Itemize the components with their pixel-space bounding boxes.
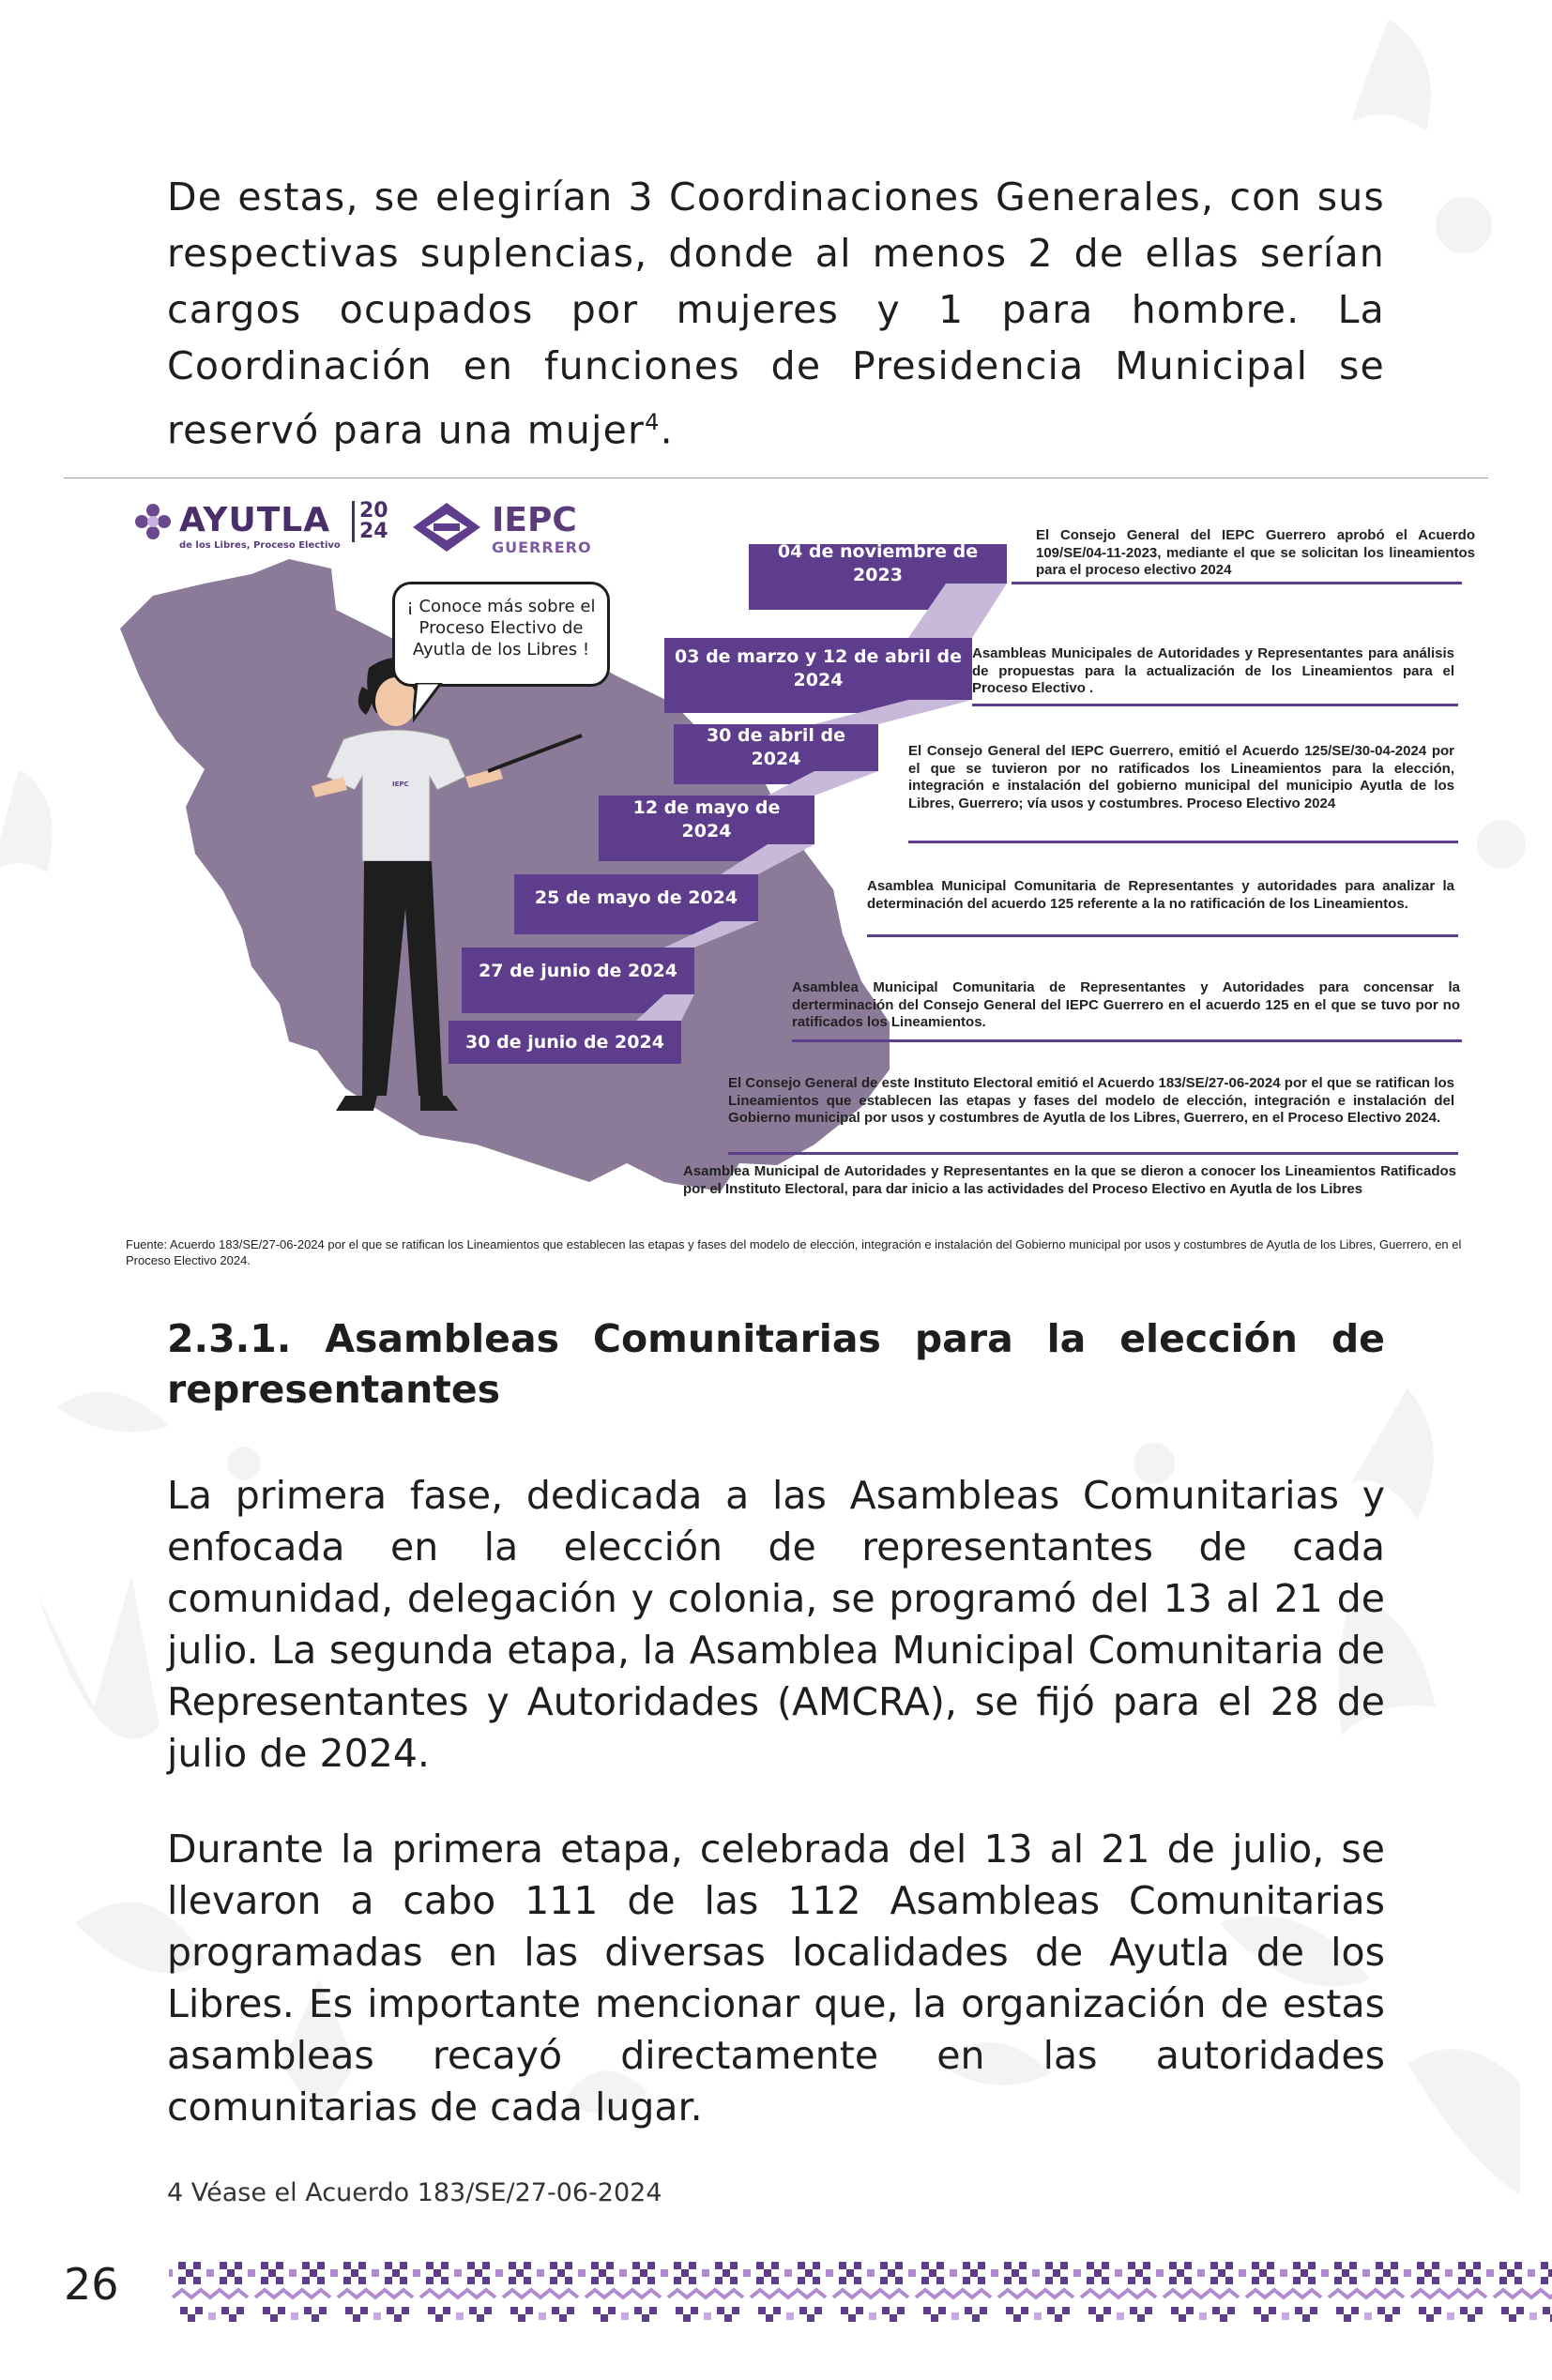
event-date-6: 27 de junio de 2024 — [462, 947, 694, 994]
footnote-ref: 4 — [645, 409, 661, 435]
flower-icon — [134, 503, 172, 540]
body-paragraph-2: Durante la primera etapa, celebrada del 13 al 21 de julio, se llevaron a cabo 111 de las 112 Asambleas Comunitarias programadas en las diversas localidades de Ayutla de los Libres. Es importante mencionar que, la organización de estas asambleas recayó directamente en las autoridades comunitarias de cada lugar. — [167, 1827, 1385, 2130]
event-line-6 — [728, 1152, 1458, 1155]
footnote: 4 Véase el Acuerdo 183/SE/27-06-2024 — [167, 2178, 662, 2207]
event-line-1 — [1012, 582, 1462, 584]
timeline-infographic: AYUTLA 20 24 de los Libres, Proceso Electivo IEPC GUERRERO ¡ Conoce más sobre el Proceso Electivo de Ayutla de los Libres ! IEPC 04 de noviembre de 2023 03 de marzo y 12 de abril de 2024 30 de abril de 2024 12 de mayo de 2024 25 de mayo de 2024 27 de junio de 2024 30 de junio de 2024 El Consejo General del IEPC Guerrero aprobó el Acuerdo 109/SE/04-11-2023, mediante el que se solicitan los lineamientos para el proceso electivo 2024 Asambleas Municipales de Autoridades y Representantes para análisis de propuestas para la actualización de los Lineamientos para el Proceso Electivo . El Consejo General del IEPC Guerrero, emitió el Acuerdo 125/SE/30-04-2024 por el que se tuvieron por no ratificados los Lineamientos para la elección, integración e instalación del gobierno municipal del municipio Ayutla de los Libres, Guerrero; vía usos y costumbres. Proceso Electivo 2024 Asamblea Municipal Comunitaria de Representantes y autoridades para analizar la determinación del acuerdo 125 referente a la no ratificación de los Lineamientos. Asamblea Municipal Comunitaria de Representantes y Autoridades para concensar la derterminación del Consejo General del IEPC Guerrero en el acuerdo 125 en el que se tuvo por no ratificados los Lineamientos. El Consejo General de este Instituto Electoral emitió el Acuerdo 183/SE/27-06-2024 por el que se ratifican los Lineamientos que establecen las etapas y fases del modelo de elección, integración e instalación del Gobierno municipal por usos y costumbres de Ayutla de los Libres, Guerrero, en el Proceso Electivo 2024. Asamblea Municipal de Autoridades y Representantes en la que se dieron a conocer los Lineamientos Ratificados por el Instituto Electoral, para dar inicio a las actividades del Proceso Electivo en Ayutla de los Libres Fuente: Acuerdo 183/SE/27-06-2024 por el que se ratifican los Lineamientos que establecen las etapas y fases del modelo de elección, integración e instalación del Gobierno municipal por usos y costumbres de Ayutla de los Libres, Guerrero, en el Proceso Electivo 2024. — [64, 488, 1488, 1276]
event-date-7: 30 de junio de 2024 — [449, 1021, 681, 1064]
event-line-3 — [908, 841, 1458, 843]
event-date-2: 03 de marzo y 12 de abril de 2024 — [664, 638, 972, 700]
speech-bubble: ¡ Conoce más sobre el Proceso Electivo de Ayutla de los Libres ! — [392, 582, 610, 687]
intro-paragraph: De estas, se elegirían 3 Coordinaciones Generales, con sus respectivas suplencias, donde al menos 2 de ellas serían cargos ocupados por mujeres y 1 para hombre. La Coordinación en funciones de Presidencia Municipal se reservó para una mujer$^4$. — [167, 174, 1385, 453]
event-desc-6: El Consejo General de este Instituto Electoral emitió el Acuerdo 183/SE/27-06-2024 por el que se ratifican los Lineamientos que establecen las etapas y fases del modelo de elección, integración e instalación del Gobierno municipal por usos y costumbres de Ayutla de los Libres, Guerrero, en el Proceso Electivo 2024. — [728, 1075, 1454, 1126]
iepc-logo: IEPC GUERRERO — [409, 501, 484, 557]
shirt-badge: IEPC — [392, 781, 409, 788]
section-heading: 2.3.1. Asambleas Comunitarias para la elección de representantes — [167, 1316, 1385, 1412]
event-date-4: 12 de mayo de 2024 — [599, 796, 814, 844]
event-date-1: 04 de noviembre de 2023 — [749, 544, 1007, 584]
event-desc-7: Asamblea Municipal de Autoridades y Representantes en la que se dieron a conocer los Lineamientos Ratificados por el Instituto Electoral, para dar inicio a las actividades del Proceso Electivo en Ayutla de los Libres — [683, 1163, 1456, 1197]
event-line-4 — [867, 934, 1458, 937]
body-paragraph-1: La primera fase, dedicada a las Asambleas Comunitarias y enfocada en la elección de representantes de cada comunidad, delegación y colonia, se programó del 13 al 21 de julio. La segunda etapa, la Asamblea Municipal Comunitaria de Representantes y Autoridades (AMCRA), se fijó para el 28 de julio de 2024. — [167, 1473, 1385, 1776]
event-desc-5: Asamblea Municipal Comunitaria de Representantes y Autoridades para concensar la derterminación del Consejo General del IEPC Guerrero en el acuerdo 125 en el que se tuvo por no ratificados los Lineamientos. — [792, 979, 1460, 1030]
speech-bubble-tail — [413, 683, 460, 730]
event-date-3: 30 de abril de 2024 — [674, 724, 878, 771]
infographic-source: Fuente: Acuerdo 183/SE/27-06-2024 por el que se ratifican los Lineamientos que establecen las etapas y fases del modelo de elección, integración e instalación del Gobierno municipal por usos y costumbres de Ayutla de los Libres, Guerrero, en el Proceso Electivo 2024. — [126, 1237, 1462, 1267]
event-desc-1: El Consejo General del IEPC Guerrero aprobó el Acuerdo 109/SE/04-11-2023, mediante el que se solicitan los lineamientos para el proceso electivo 2024 — [1036, 527, 1475, 578]
embroidery-border — [169, 2256, 1552, 2331]
event-line-5 — [792, 1039, 1462, 1042]
event-desc-4: Asamblea Municipal Comunitaria de Representantes y autoridades para analizar la determinación del acuerdo 125 referente a la no ratificación de los Lineamientos. — [867, 878, 1454, 912]
event-desc-2: Asambleas Municipales de Autoridades y Representantes para análisis de propuestas para la actualización de los Lineamientos para el Proceso Electivo . — [972, 645, 1454, 696]
event-line-2 — [972, 704, 1458, 706]
page-number: 26 — [64, 2259, 119, 2310]
iepc-emblem-icon — [409, 501, 484, 553]
event-desc-3: El Consejo General del IEPC Guerrero, emitió el Acuerdo 125/SE/30-04-2024 por el que se tuvieron por no ratificados los Lineamientos para la elección, integración e instalación del gobierno municipal del municipio Ayutla de los Libres, Guerrero; vía usos y costumbres. Proceso Electivo 2024 — [908, 743, 1454, 811]
event-date-5: 25 de mayo de 2024 — [514, 874, 758, 921]
